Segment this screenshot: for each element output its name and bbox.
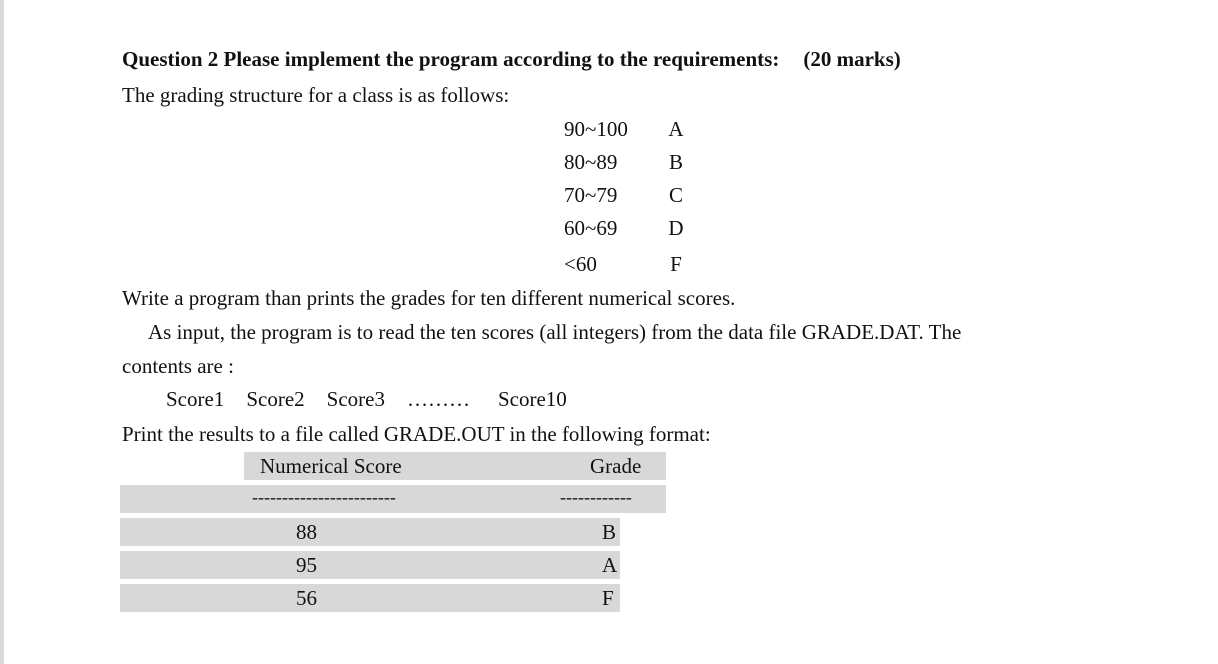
- separator-dashes: ------------: [560, 487, 632, 507]
- grading-range: 60~69: [564, 216, 618, 240]
- intro-text: The grading structure for a class is as follows:: [122, 83, 510, 107]
- header-grade: Grade: [590, 454, 642, 478]
- table-row: [120, 584, 666, 612]
- row-score: 88: [296, 520, 317, 544]
- grading-range: 70~79: [564, 183, 618, 207]
- separator-dashes: ------------------------: [252, 487, 396, 507]
- grading-row: [564, 182, 688, 208]
- output-format-table: [120, 452, 666, 617]
- paragraph-output: Print the results to a file called GRADE.OUT in the following format:: [122, 422, 711, 446]
- ellipsis: ………: [406, 387, 470, 411]
- table-separator-row: [120, 485, 666, 513]
- question-title-text: Question 2 Please implement the program according to the requirements:: [122, 47, 780, 71]
- grading-row: [564, 215, 688, 241]
- score-label: Score1: [166, 387, 225, 411]
- grading-letter: C: [668, 183, 683, 207]
- question-marks: (20 marks): [803, 47, 901, 71]
- question-title: [122, 46, 901, 72]
- table-row: [120, 518, 666, 546]
- grading-letter: A: [668, 117, 684, 141]
- header-numerical-score: Numerical Score: [260, 454, 402, 478]
- grading-range: <60: [564, 252, 597, 276]
- paragraph-program: Write a program than prints the grades for ten different numerical scores.: [122, 286, 736, 310]
- page-edge: [0, 0, 4, 664]
- score-label: Score10: [497, 387, 567, 411]
- paragraph-contents: contents are :: [122, 354, 234, 378]
- grading-letter: B: [668, 150, 683, 174]
- row-grade: A: [602, 553, 618, 577]
- score-label: Score2: [246, 387, 305, 411]
- scores-line: [166, 386, 589, 412]
- grading-range: 80~89: [564, 150, 618, 174]
- paragraph-input: As input, the program is to read the ten scores (all integers) from the data file GRADE.DAT. The: [148, 320, 962, 344]
- row-grade: F: [602, 586, 614, 610]
- grading-range: 90~100: [564, 117, 628, 141]
- score-label: Score3: [326, 387, 385, 411]
- row-score: 56: [296, 586, 317, 610]
- grading-letter: F: [670, 252, 682, 276]
- grading-letter: D: [668, 216, 684, 240]
- row-grade: B: [602, 520, 617, 544]
- grading-row: [564, 116, 688, 142]
- grading-row: [564, 251, 688, 277]
- row-score: 95: [296, 553, 317, 577]
- table-header-row: [120, 452, 666, 480]
- table-row: [120, 551, 666, 579]
- grading-row: [564, 149, 688, 175]
